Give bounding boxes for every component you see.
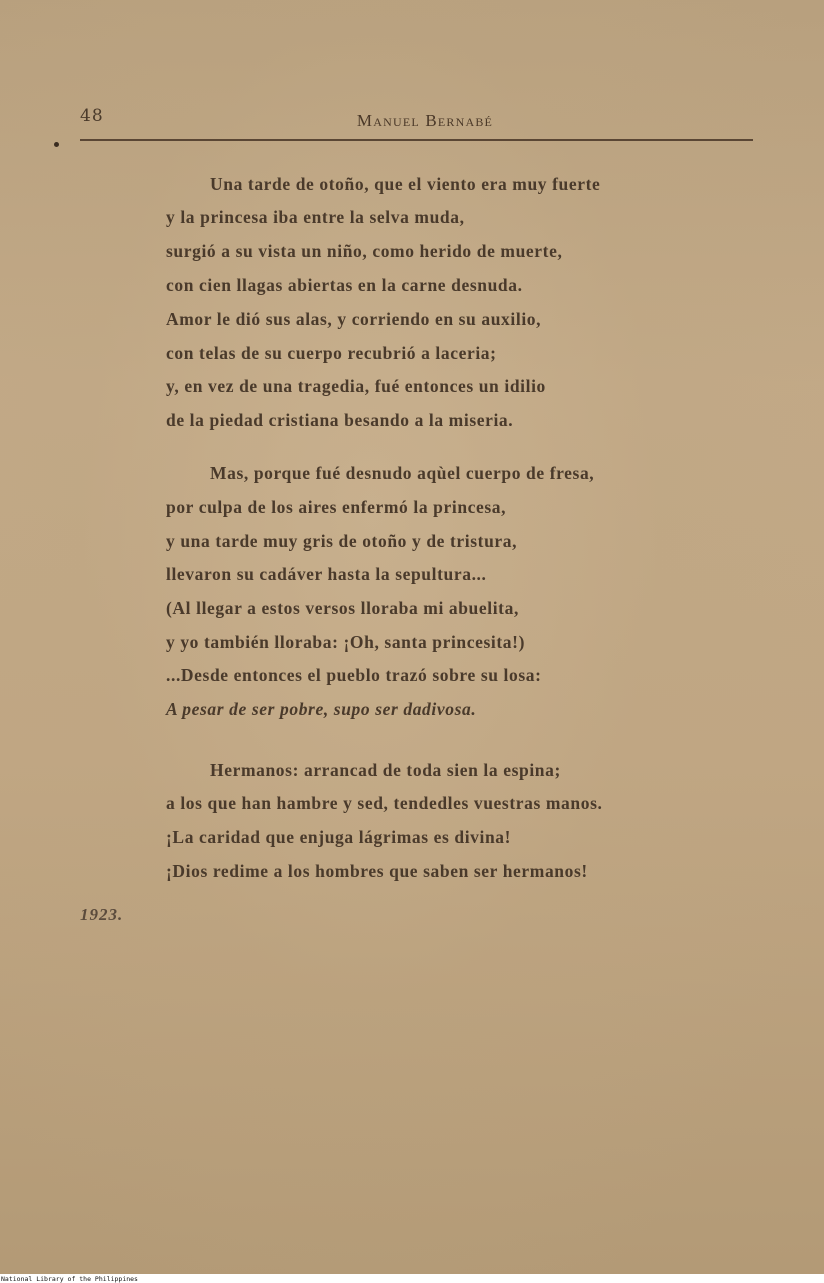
- poem-line: y yo también lloraba: ¡Oh, santa princesita!): [166, 632, 526, 652]
- poem-line: Una tarde de otoño, que el viento era muy fuerte: [210, 174, 601, 194]
- ink-speck: [54, 142, 59, 147]
- poem-line: ...Desde entonces el pueblo trazó sobre su losa:: [166, 665, 542, 685]
- poem-line: a los que han hambre y sed, tendedles vuestras manos.: [166, 793, 603, 813]
- poem-line: Hermanos: arrancad de toda sien la espina;: [210, 760, 561, 780]
- poem-date: 1923.: [80, 905, 124, 924]
- poem-line: con cien llagas abiertas en la carne desnuda.: [166, 275, 523, 295]
- running-head-author: Manuel Bernabé: [356, 111, 494, 130]
- library-credit: National Library of the Philippines: [1, 1275, 138, 1283]
- poem-line: de la piedad cristiana besando a la miseria.: [166, 410, 514, 430]
- poem-line: por culpa de los aires enfermó la princesa,: [166, 497, 507, 517]
- poem-line: ¡La caridad que enjuga lágrimas es divina!: [166, 827, 512, 847]
- poem-line: y, en vez de una tragedia, fué entonces un idilio: [166, 376, 546, 396]
- poem-line: Mas, porque fué desnudo aqùel cuerpo de fresa,: [210, 463, 595, 483]
- poem-line: surgió a su vista un niño, como herido de muerte,: [166, 241, 563, 261]
- poem-line: y una tarde muy gris de otoño y de tristura,: [166, 531, 518, 551]
- poem-line: y la princesa iba entre la selva muda,: [166, 207, 465, 227]
- poem-line: ¡Dios redime a los hombres que saben ser hermanos!: [166, 861, 588, 881]
- poem-line: llevaron su cadáver hasta la sepultura...: [166, 564, 487, 584]
- poem-line: (Al llegar a estos versos lloraba mi abuelita,: [166, 598, 519, 618]
- poem-line: con telas de su cuerpo recubrió a laceria;: [166, 343, 497, 363]
- page-number: 48: [80, 106, 104, 126]
- header-rule: [80, 139, 753, 141]
- poem-line-epitaph: A pesar de ser pobre, supo ser dadivosa.: [166, 699, 477, 719]
- poem-line: Amor le dió sus alas, y corriendo en su auxilio,: [166, 309, 542, 329]
